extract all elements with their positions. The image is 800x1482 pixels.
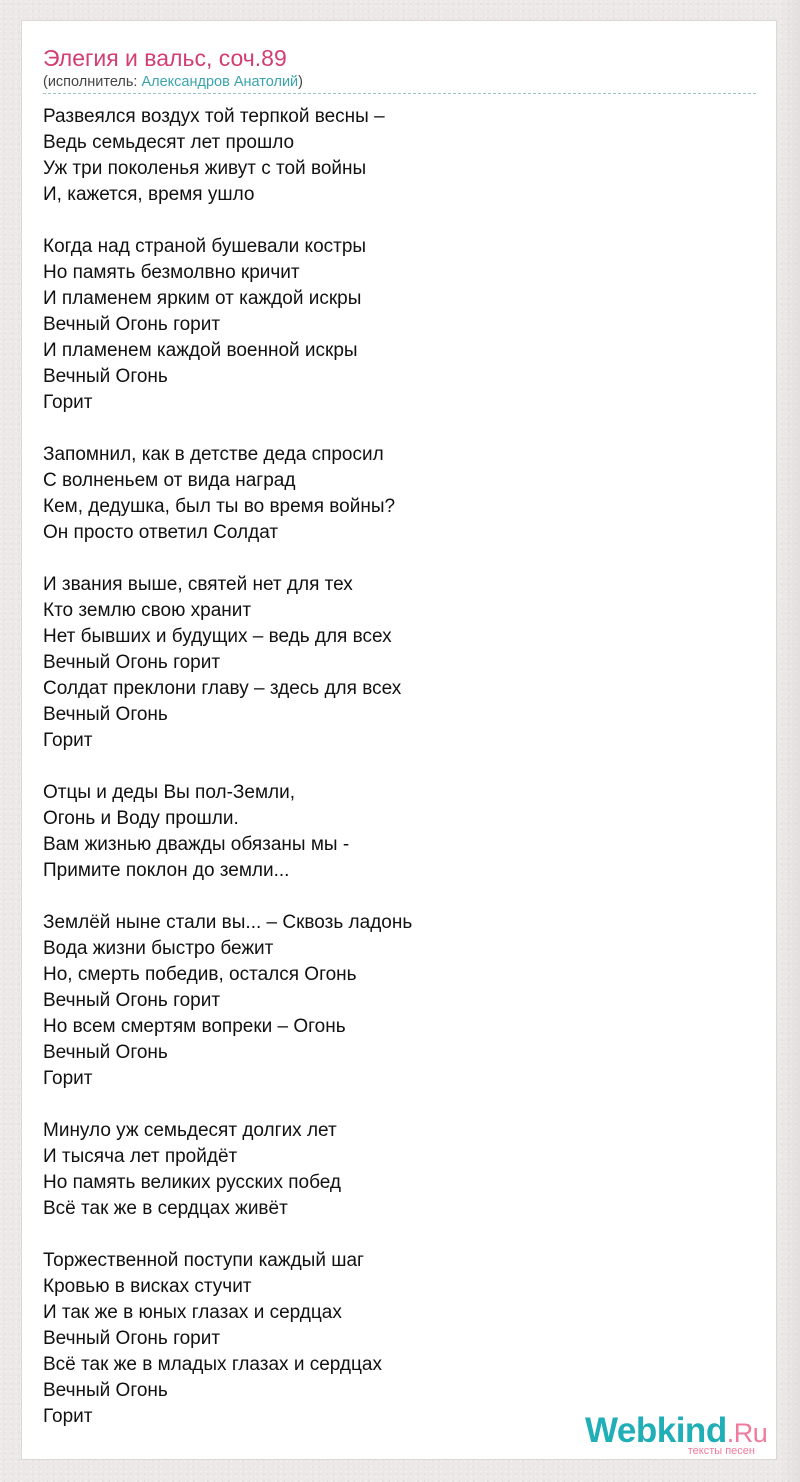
lyric-line: Развеялся воздух той терпкой весны –: [43, 106, 385, 127]
lyric-line: С волненьем от вида наград: [43, 470, 296, 491]
lyric-line: И тысяча лет пройдёт: [43, 1146, 238, 1167]
lyric-line: Горит: [43, 392, 93, 413]
lyric-line: Запомнил, как в детстве деда спросил: [43, 444, 384, 465]
stanza: [43, 572, 743, 754]
lyric-line: Минуло уж семьдесят долгих лет: [43, 1120, 337, 1141]
lyric-line: Нет бывших и будущих – ведь для всех: [43, 626, 392, 647]
lyric-line: Вечный Огонь горит: [43, 314, 221, 335]
artist-prefix: (исполнитель:: [43, 74, 142, 90]
stanza: [43, 1248, 743, 1430]
logo-main-text: Webkind: [585, 1411, 727, 1450]
lyric-line: Кто землю свою хранит: [43, 600, 252, 621]
stanza: [43, 234, 743, 416]
lyric-line: Солдат преклони главу – здесь для всех: [43, 678, 402, 699]
stanza: [43, 1118, 743, 1222]
lyric-line: Горит: [43, 1068, 93, 1089]
lyric-line: Вечный Огонь горит: [43, 1328, 221, 1349]
lyric-line: Но всем смертям вопреки – Огонь: [43, 1016, 346, 1037]
stanza: [43, 104, 743, 208]
lyric-line: Но память безмолвно кричит: [43, 262, 300, 283]
lyric-line: Когда над страной бушевали костры: [43, 236, 367, 257]
lyric-line: Вечный Огонь: [43, 704, 168, 725]
lyric-line: Землёй ныне стали вы... – Сквозь ладонь: [43, 912, 413, 933]
lyric-line: Он просто ответил Солдат: [43, 522, 279, 543]
lyric-line: И пламенем ярким от каждой искры: [43, 288, 362, 309]
logo-tagline: тексты песен: [687, 1445, 755, 1457]
lyric-line: Вечный Огонь: [43, 1380, 168, 1401]
stanza: [43, 910, 743, 1092]
lyric-line: Кем, дедушка, был ты во время войны?: [43, 496, 396, 517]
lyric-line: Вечный Огонь горит: [43, 990, 221, 1011]
lyric-line: Огонь и Воду прошли.: [43, 808, 239, 829]
lyric-line: Вечный Огонь горит: [43, 652, 221, 673]
lyric-line: Горит: [43, 1406, 93, 1427]
webkind-logo[interactable]: [585, 1412, 775, 1458]
lyric-line: Всё так же в сердцах живёт: [43, 1198, 288, 1219]
artist-suffix: ): [298, 74, 303, 90]
lyric-line: Торжественной поступи каждый шаг: [43, 1250, 364, 1271]
artist-link[interactable]: Александров Анатолий: [141, 74, 299, 90]
logo-suffix-text: .Ru: [726, 1418, 768, 1448]
lyric-line: Но, смерть победив, остался Огонь: [43, 964, 357, 985]
lyric-line: Ведь семьдесят лет прошло: [43, 132, 295, 153]
lyric-line: Вам жизнью дважды обязаны мы -: [43, 834, 350, 855]
lyric-line: И, кажется, время ушло: [43, 184, 255, 205]
lyric-line: Примите поклон до земли...: [43, 860, 290, 881]
lyric-line: Кровью в висках стучит: [43, 1276, 252, 1297]
artist-line: [43, 72, 303, 92]
lyric-line: Отцы и деды Вы пол-Земли,: [43, 782, 295, 803]
stanza: [43, 780, 743, 884]
lyric-line: Вода жизни быстро бежит: [43, 938, 274, 959]
lyric-line: Вечный Огонь: [43, 1042, 168, 1063]
lyric-line: Но память великих русских побед: [43, 1172, 341, 1193]
lyric-line: Всё так же в младых глазах и сердцах: [43, 1354, 382, 1375]
lyric-line: Вечный Огонь: [43, 366, 168, 387]
stanza: [43, 442, 743, 546]
page-edge-shadow: [780, 0, 800, 1482]
lyrics-card: [21, 20, 777, 1460]
song-title: Элегия и вальс, соч.89: [43, 45, 287, 71]
lyrics-body: [43, 104, 743, 1456]
lyric-line: Уж три поколенья живут с той войны: [43, 158, 367, 179]
lyric-line: И так же в юных глазах и сердцах: [43, 1302, 342, 1323]
lyric-line: И звания выше, святей нет для тех: [43, 574, 353, 595]
lyric-line: Горит: [43, 730, 93, 751]
title-divider: [43, 93, 756, 94]
lyric-line: И пламенем каждой военной искры: [43, 340, 358, 361]
